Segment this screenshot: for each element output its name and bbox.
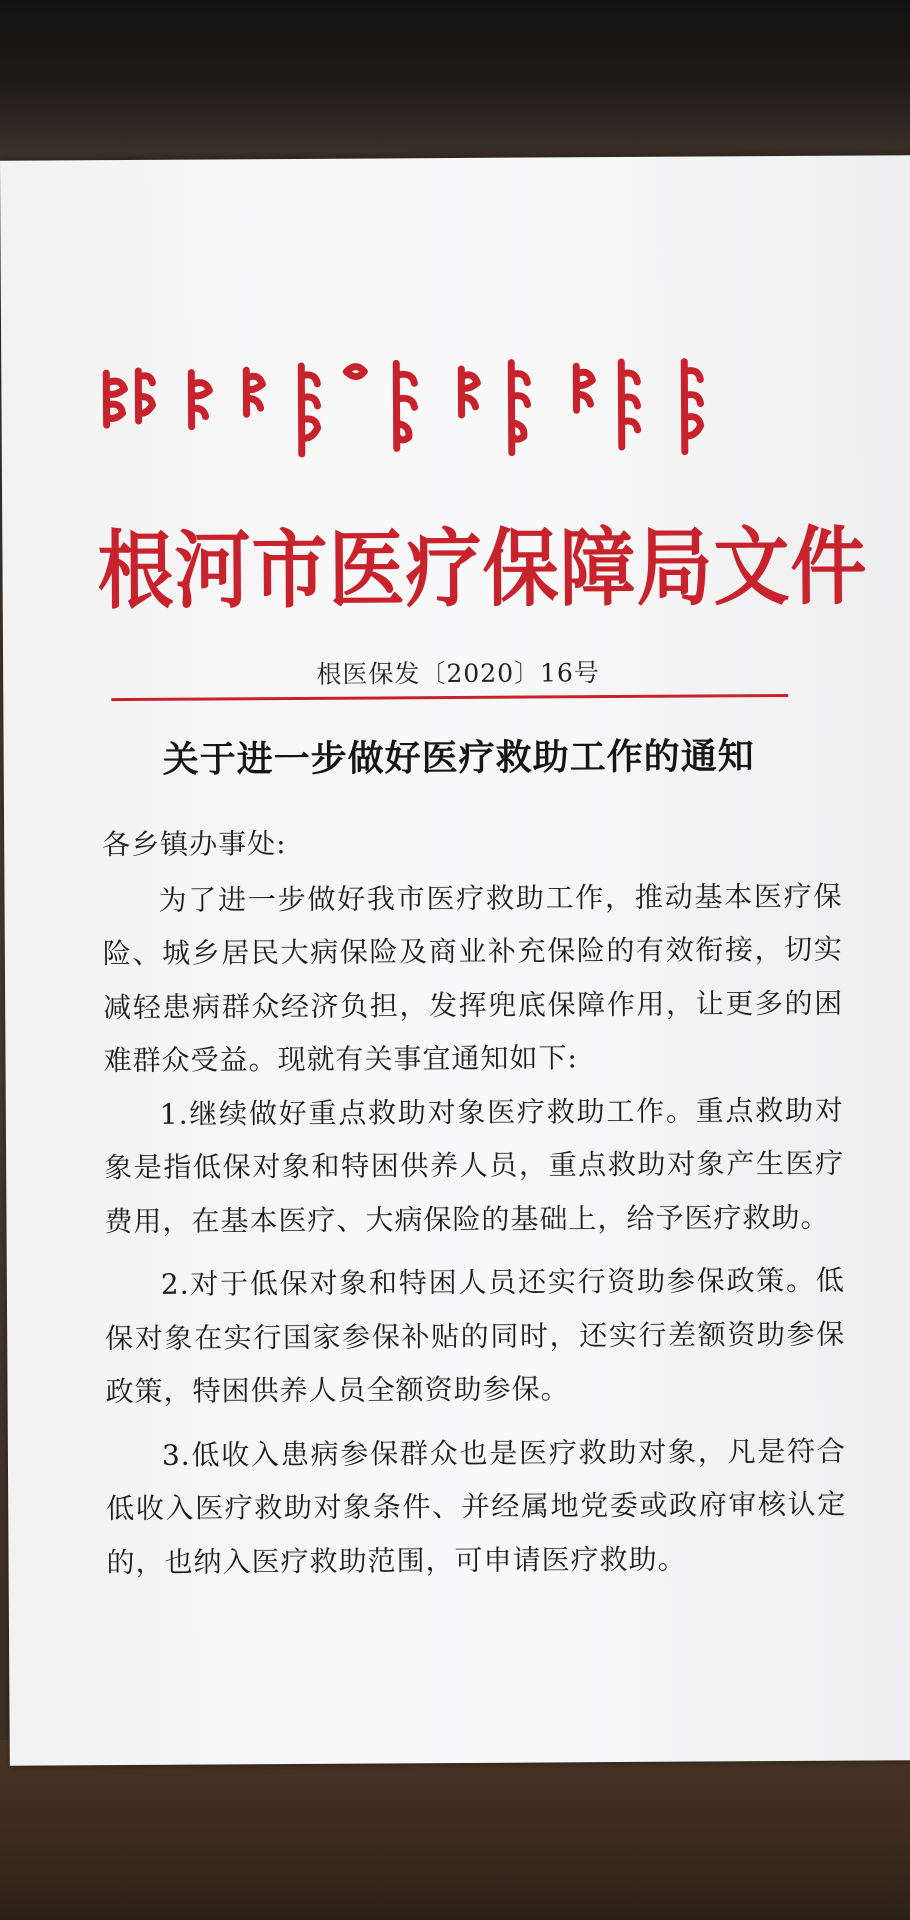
notice-body [102,814,847,1590]
paragraph-item-3: 3.低收入患病参保群众也是医疗救助对象，凡是符合低收入医疗救助对象条件、并经属地党委或政府审核认定的，也纳入医疗救助范围，可申请医疗救助。 [106,1434,847,1579]
document-page [0,155,910,1766]
paragraph-item-1: 1.继续做好重点救助对象医疗救助工作。重点救助对象是指低保对象和特困供养人员，重点救助对象产生医疗费用，在基本医疗、大病保险的基础上，给予医疗救助。 [104,1093,845,1238]
mongolian-script-header [96,351,797,465]
background-desk [0,1740,910,1920]
issuing-authority-title: 根河市医疗保障局文件 [97,516,868,621]
paragraph-intro: 为了进一步做好我市医疗救助工作，推动基本医疗保险、城乡居民大病保险及商业补充保险的有效衔接，切实减轻患病群众经济负担，发挥兜底保障作用，让更多的困难群众受益。现就有关事宜通知如下: [102,879,844,1078]
document-number: 根医保发〔2020〕16号 [316,658,600,689]
notice-title: 关于进一步做好医疗救助工作的通知 [162,735,755,781]
background-top [0,0,910,150]
paragraph-item-2: 2.对于低保对象和特困人员还实行资助参保政策。低保对象在实行国家参保补贴的同时，还实行差额资助参保政策，特困供养人员全额资助参保。 [105,1263,846,1409]
salutation: 各乡镇办事处: [102,827,287,862]
red-divider-line [111,694,788,701]
